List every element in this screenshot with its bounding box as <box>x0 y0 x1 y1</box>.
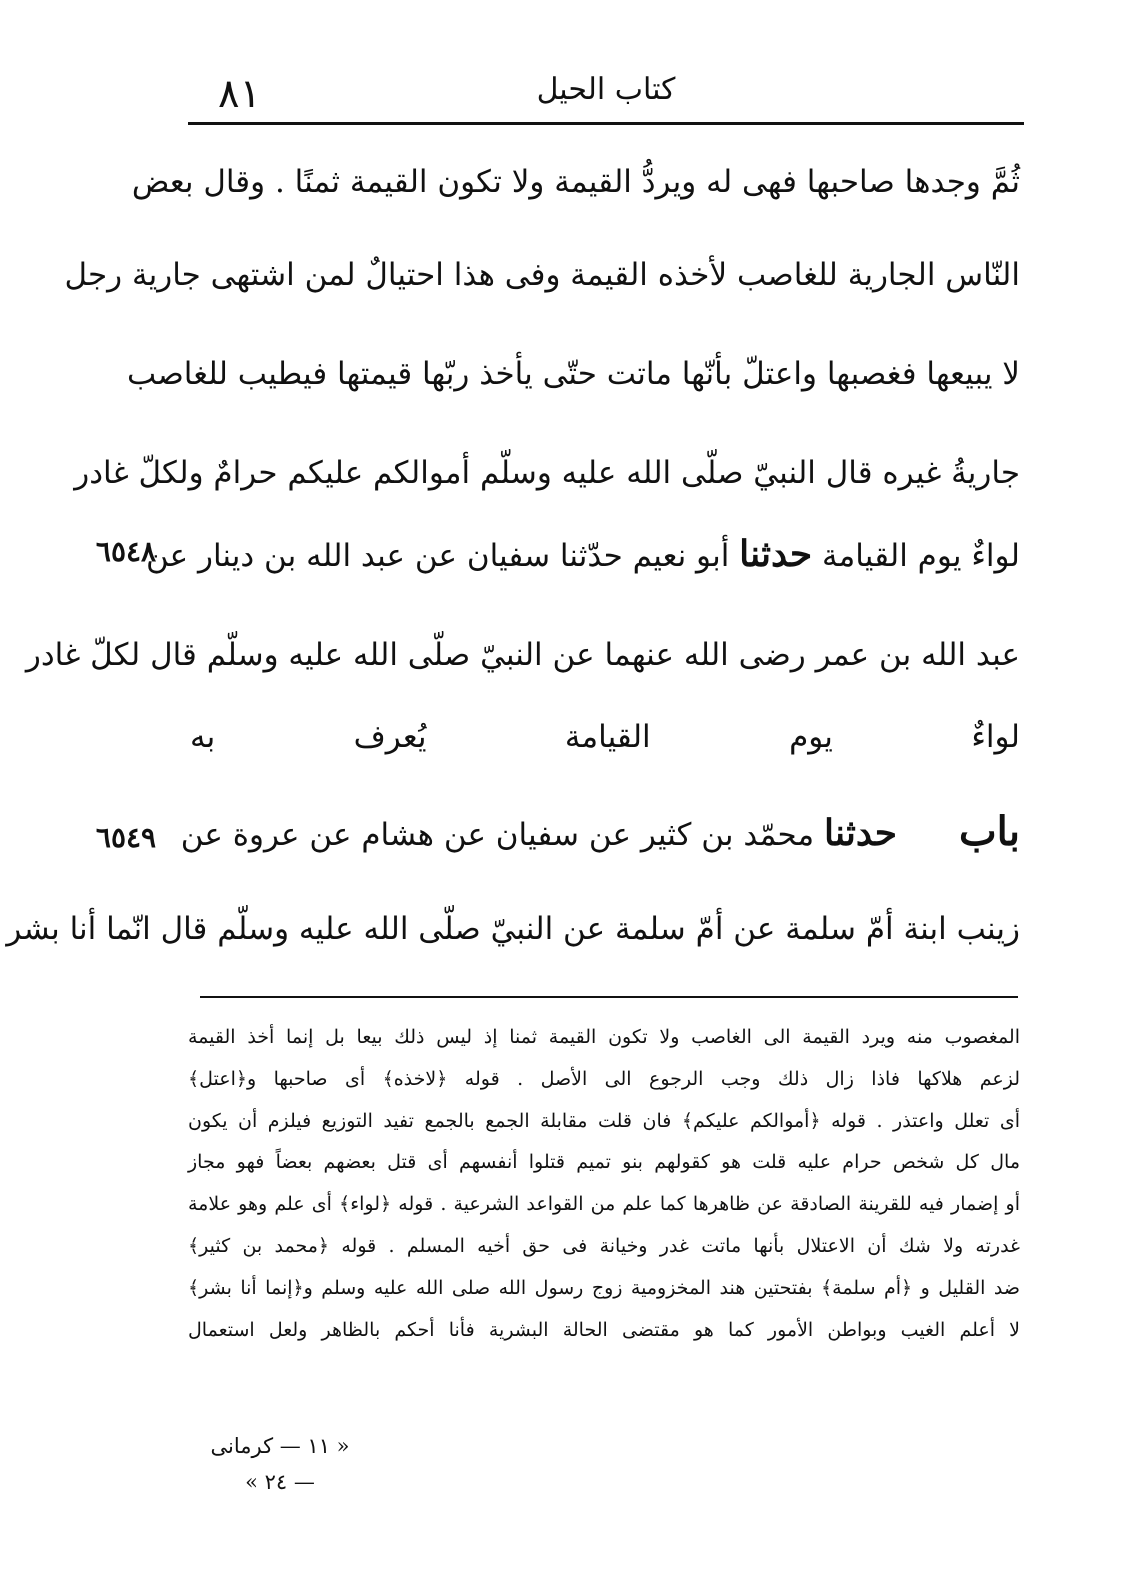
haddathana-keyword: حدثنا <box>739 533 813 575</box>
footnote-line: لزعم هلاكها فاذا زال ذلك وجب الرجوع الى الأصل . قوله ﴿لاخذه﴾ أى صاحبها و﴿اعتل﴾ <box>188 1068 1020 1090</box>
main-text-line: النّاس الجارية للغاصب لأخذه القيمة وفى هذا احتيالٌ لمن اشتهى جارية رجل <box>64 257 1020 293</box>
footnote-line: ضد القليل و ﴿أم سلمة﴾ بفتحتين هند المخزومية زوج رسول الله صلى الله عليه وسلم و﴿إنما أنا بشر﴾ <box>188 1277 1020 1299</box>
main-text-line: لا يبيعها فغصبها واعتلّ بأنّها ماتت حتّى يأخذ ربّها قيمتها فيطيب للغاصب <box>127 356 1020 392</box>
book-title: كتاب الحيل <box>536 72 676 107</box>
main-text-line <box>146 522 1020 586</box>
line-text: أبو نعيم حدّثنا سفيان عن عبد الله بن دينار عن <box>146 538 740 574</box>
footnote-line: أى تعلل واعتذر . قوله ﴿أموالكم عليكم﴾ فان قلت مقابلة الجمع بالجمع تفيد التوزيع فيلزم أن يكون <box>188 1110 1020 1132</box>
main-text-line: عبد الله بن عمر رضى الله عنهما عن النبيّ صلّى الله عليه وسلّم قال لكلّ غادر <box>25 637 1020 673</box>
main-text-line: جاريةُ غيره قال النبيّ صلّى الله عليه وسلّم أموالكم عليكم حرامٌ ولكلّ غادر <box>74 455 1020 491</box>
footnote-line: لا أعلم الغيب وبواطن الأمور كما هو مقتضى الحالة البشرية فأنا أحكم بالظاهر ولعل استعمال <box>188 1319 1020 1341</box>
haddathana-keyword: حدثنا <box>824 812 898 854</box>
header-rule <box>188 122 1024 125</box>
main-text-line: ثُمَّ وجدها صاحبها فهى له ويردُّ القيمة ولا تكون القيمة ثمنًا . وقال بعض <box>131 164 1020 200</box>
footnote-line: مال كل شخص حرام عليه قلت هو كقولهم بنو تميم قتلوا أنفسهم أى قتل بعضهم بعضاً فهو مجاز <box>188 1151 1021 1173</box>
printer-signature: « ١١ — كرمانى — ٢٤ » <box>210 1434 350 1494</box>
main-text-line: زينب ابنة أمّ سلمة عن أمّ سلمة عن النبيّ صلّى الله عليه وسلّم قال انّما أنا بشر <box>6 911 1020 947</box>
bab-heading: باب <box>959 808 1020 855</box>
footnote-line: المغصوب منه ويرد القيمة الى الغاصب ولا تكون القيمة ثمنا إذ ليس ذلك بيعا بل إنما أخذ القيمة <box>188 1026 1020 1048</box>
page-header <box>188 60 1024 124</box>
page-number: ٨١ <box>218 71 261 117</box>
line-text: لواءٌ يوم القيامة <box>812 538 1020 574</box>
hadith-number: ٦٥٤٨ <box>95 535 157 568</box>
footnote-line: أو إضمار فيه للقرينة الصادقة عن ظاهرها كما علم من القواعد الشرعية . قوله ﴿لواء﴾ أى علم وهو علامة <box>188 1193 1020 1215</box>
main-text-line: لواءٌ يوم القيامة يُعرف به <box>190 719 1020 755</box>
footnote-rule <box>200 996 1018 998</box>
footnote-line: غدرته ولا شك أن الاعتلال بأنها ماتت غدر وخيانة فى حق أخيه المسلم . قوله ﴿محمد بن كثير﴾ <box>188 1235 1020 1257</box>
hadith-number: ٦٥٤٩ <box>95 821 157 854</box>
main-text-line <box>180 800 1020 864</box>
line-text: محمّد بن كثير عن سفيان عن هشام عن عروة عن <box>180 817 824 853</box>
